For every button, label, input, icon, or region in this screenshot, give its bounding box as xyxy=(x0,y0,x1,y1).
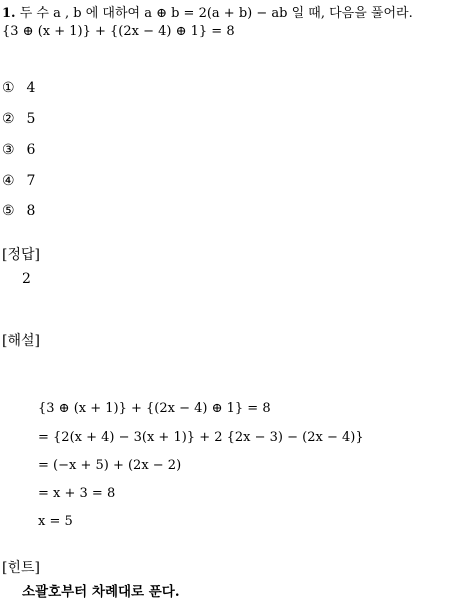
choice-3[interactable] xyxy=(2,142,35,158)
solution-line-1: {3 ⊕ (x + 1)} + {(2x − 4) ⊕ 1} = 8 xyxy=(38,401,271,416)
answer-value: 2 xyxy=(22,271,31,287)
solution-line-4: = x + 3 = 8 xyxy=(38,486,116,501)
choice-2[interactable] xyxy=(2,111,35,127)
choice-value: 8 xyxy=(26,203,36,219)
question-stem-line xyxy=(2,2,413,21)
hint-text: 소괄호부터 차례대로 푼다. xyxy=(22,584,180,600)
choice-value: 6 xyxy=(26,142,36,158)
question-stem: 두 수 a , b 에 대하여 a ⊕ b = 2(a + b) − ab 일 때, 다음을 풀어라. xyxy=(19,6,413,21)
choice-value: 5 xyxy=(26,111,36,127)
choice-value: 4 xyxy=(26,80,36,96)
hint-label: [힌트] xyxy=(2,560,40,576)
choice-mark: ⑤ xyxy=(2,203,15,219)
solution-line-5: x = 5 xyxy=(38,514,73,529)
choice-mark: ③ xyxy=(2,142,15,158)
choice-1[interactable] xyxy=(2,80,35,96)
choice-4[interactable] xyxy=(2,173,35,189)
choice-mark: ② xyxy=(2,111,15,127)
solution-line-3: = (−x + 5) + (2x − 2) xyxy=(38,458,182,473)
choice-value: 7 xyxy=(26,173,36,189)
question-expression: {3 ⊕ (x + 1)} + {(2x − 4) ⊕ 1} = 8 xyxy=(2,24,235,39)
solution-line-2: = {2(x + 4) − 3(x + 1)} + 2 {2x − 3) − (2x − 4)} xyxy=(38,430,364,445)
choice-5[interactable] xyxy=(2,203,35,219)
choice-mark: ① xyxy=(2,80,15,96)
answer-label: [정답] xyxy=(2,247,40,263)
choice-mark: ④ xyxy=(2,173,15,189)
solution-label: [해설] xyxy=(2,333,40,349)
question-number: 1. xyxy=(2,6,16,21)
